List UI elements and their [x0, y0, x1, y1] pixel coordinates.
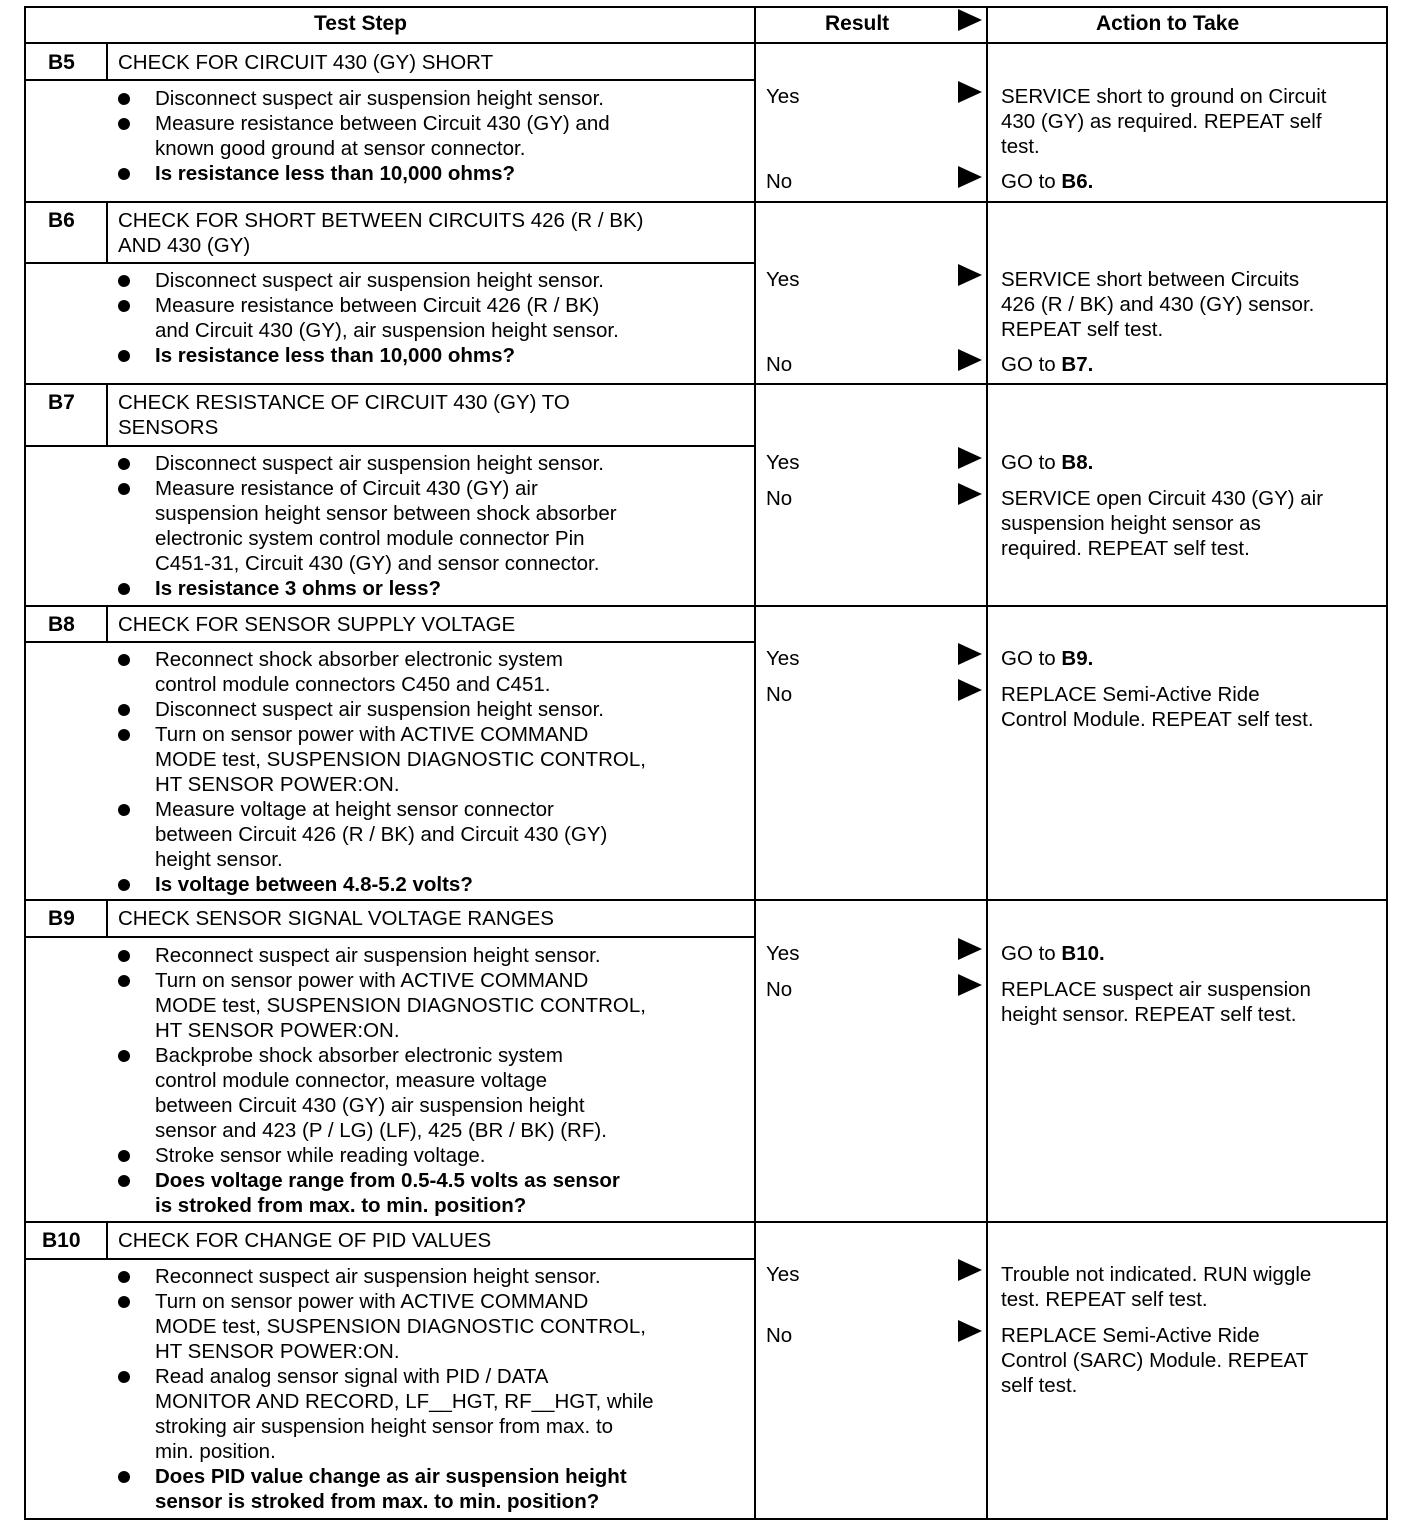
instruction-text: min. position. — [155, 1440, 276, 1463]
instruction-text: MODE test, SUSPENSION DIAGNOSTIC CONTROL, — [155, 748, 646, 771]
action-text: SERVICE short to ground on Circuit — [1001, 85, 1327, 108]
step-id: B5 — [48, 51, 75, 74]
section-divider — [24, 1221, 1388, 1223]
title-separator — [24, 262, 756, 264]
bullet-icon — [118, 1050, 130, 1062]
instruction-text: and Circuit 430 (GY), air suspension height sensor. — [155, 319, 619, 342]
result-arrow-icon — [958, 643, 982, 665]
result-no: No — [766, 170, 793, 193]
bullet-icon — [118, 458, 130, 470]
bullet-icon — [118, 483, 130, 495]
action-text: REPLACE Semi-Active Ride — [1001, 1324, 1260, 1347]
bullet-icon — [118, 350, 130, 362]
action-text: Control Module. REPEAT self test. — [1001, 708, 1314, 731]
action-text: REPEAT self test. — [1001, 318, 1164, 341]
result-arrow-icon — [958, 9, 982, 31]
instruction-text: Reconnect suspect air suspension height sensor. — [155, 1265, 601, 1288]
step-id: B6 — [48, 209, 75, 232]
question-text: Is resistance 3 ohms or less? — [155, 577, 441, 600]
instruction-text: HT SENSOR POWER:ON. — [155, 773, 400, 796]
title-separator — [24, 936, 756, 938]
result-arrow-icon — [958, 1259, 982, 1281]
title-separator — [24, 1258, 756, 1260]
bullet-icon — [118, 804, 130, 816]
result-arrow-icon — [958, 679, 982, 701]
bullet-icon — [118, 654, 130, 666]
bullet-icon — [118, 118, 130, 130]
step-id: B7 — [48, 391, 75, 414]
header-test-step: Test Step — [314, 12, 407, 35]
bullet-icon — [118, 275, 130, 287]
instruction-text: MODE test, SUSPENSION DIAGNOSTIC CONTROL, — [155, 994, 646, 1017]
result-yes: Yes — [766, 268, 800, 291]
step-reference: B9. — [1061, 647, 1094, 670]
instruction-text: Turn on sensor power with ACTIVE COMMAND — [155, 1290, 589, 1313]
instruction-text: stroking air suspension height sensor from max. to — [155, 1415, 614, 1438]
bullet-icon — [118, 1150, 130, 1162]
bullet-icon — [118, 1296, 130, 1308]
step-id-divider — [106, 1221, 108, 1260]
question-text: Is resistance less than 10,000 ohms? — [155, 162, 516, 185]
instruction-text: MONITOR AND RECORD, LF__HGT, RF__HGT, while — [155, 1390, 654, 1413]
action-text: REPLACE Semi-Active Ride — [1001, 683, 1260, 706]
instruction-text: suspension height sensor between shock absorber — [155, 502, 617, 525]
result-arrow-icon — [958, 264, 982, 286]
step-id: B10 — [42, 1229, 81, 1252]
action-text: GO to B6. — [1001, 170, 1094, 193]
result-yes: Yes — [766, 85, 800, 108]
step-id-divider — [106, 899, 108, 938]
bullet-icon — [118, 879, 130, 891]
result-arrow-icon — [958, 81, 982, 103]
instruction-text: Backprobe shock absorber electronic system — [155, 1044, 563, 1067]
instruction-text: Measure resistance of Circuit 430 (GY) air — [155, 477, 538, 500]
instruction-text: height sensor. — [155, 848, 283, 871]
table-bottom-border — [24, 1518, 1388, 1520]
step-id-divider — [106, 201, 108, 264]
step-id-divider — [106, 43, 108, 81]
step-reference: B7. — [1061, 353, 1094, 376]
instruction-text: Turn on sensor power with ACTIVE COMMAND — [155, 969, 589, 992]
title-separator — [24, 79, 756, 81]
question-text: is stroked from max. to min. position? — [155, 1194, 527, 1217]
table-left-border — [24, 6, 26, 1520]
action-text: GO to B7. — [1001, 353, 1094, 376]
step-reference: B6. — [1061, 170, 1094, 193]
instruction-text: C451-31, Circuit 430 (GY) and sensor connector. — [155, 552, 600, 575]
bullet-icon — [118, 168, 130, 180]
result-yes: Yes — [766, 647, 800, 670]
step-title: CHECK FOR SENSOR SUPPLY VOLTAGE — [118, 613, 516, 636]
instruction-text: Reconnect shock absorber electronic system — [155, 648, 563, 671]
action-text: REPLACE suspect air suspension — [1001, 978, 1311, 1001]
bullet-icon — [118, 1175, 130, 1187]
instruction-text: Disconnect suspect air suspension height sensor. — [155, 269, 604, 292]
table-top-border — [24, 6, 1388, 8]
action-text: GO to B8. — [1001, 451, 1094, 474]
action-text: suspension height sensor as — [1001, 512, 1261, 535]
result-arrow-icon — [958, 974, 982, 996]
action-text: test. REPEAT self test. — [1001, 1288, 1208, 1311]
bullet-icon — [118, 93, 130, 105]
bullet-icon — [118, 583, 130, 595]
result-arrow-icon — [958, 447, 982, 469]
result-no: No — [766, 487, 793, 510]
result-yes: Yes — [766, 1263, 800, 1286]
instruction-text: Measure voltage at height sensor connector — [155, 798, 554, 821]
instruction-text: Disconnect suspect air suspension height sensor. — [155, 698, 604, 721]
bullet-icon — [118, 975, 130, 987]
section-divider — [24, 605, 1388, 607]
action-text: 430 (GY) as required. REPEAT self — [1001, 110, 1322, 133]
instruction-text: sensor and 423 (P / LG) (LF), 425 (BR / BK) (RF). — [155, 1119, 607, 1142]
action-column-line — [986, 6, 988, 1520]
result-arrow-icon — [958, 349, 982, 371]
step-title: SENSORS — [118, 416, 219, 439]
title-separator — [24, 641, 756, 643]
action-text: SERVICE open Circuit 430 (GY) air — [1001, 487, 1324, 510]
instruction-text: control module connector, measure voltage — [155, 1069, 548, 1092]
bullet-icon — [118, 704, 130, 716]
bullet-icon — [118, 950, 130, 962]
title-separator — [24, 445, 756, 447]
header-action: Action to Take — [1096, 12, 1240, 35]
bullet-icon — [118, 300, 130, 312]
instruction-text: Measure resistance between Circuit 430 (GY) and — [155, 112, 610, 135]
instruction-text: Stroke sensor while reading voltage. — [155, 1144, 486, 1167]
result-no: No — [766, 978, 793, 1001]
action-text: GO to B9. — [1001, 647, 1094, 670]
instruction-text: Measure resistance between Circuit 426 (R / BK) — [155, 294, 600, 317]
step-reference: B8. — [1061, 451, 1094, 474]
action-text: height sensor. REPEAT self test. — [1001, 1003, 1297, 1026]
result-no: No — [766, 1324, 793, 1347]
header-bottom-border — [24, 42, 1388, 44]
instruction-text: HT SENSOR POWER:ON. — [155, 1019, 400, 1042]
result-yes: Yes — [766, 451, 800, 474]
result-arrow-icon — [958, 938, 982, 960]
action-text: 426 (R / BK) and 430 (GY) sensor. — [1001, 293, 1315, 316]
question-text: Is resistance less than 10,000 ohms? — [155, 344, 516, 367]
instruction-text: Read analog sensor signal with PID / DATA — [155, 1365, 549, 1388]
step-title: CHECK SENSOR SIGNAL VOLTAGE RANGES — [118, 907, 554, 930]
action-text: Trouble not indicated. RUN wiggle — [1001, 1263, 1312, 1286]
result-no: No — [766, 683, 793, 706]
action-text: SERVICE short between Circuits — [1001, 268, 1300, 291]
table-right-border — [1386, 6, 1388, 1520]
result-arrow-icon — [958, 483, 982, 505]
action-text: test. — [1001, 135, 1040, 158]
instruction-text: Reconnect suspect air suspension height sensor. — [155, 944, 601, 967]
action-text: Control (SARC) Module. REPEAT — [1001, 1349, 1309, 1372]
bullet-icon — [118, 729, 130, 741]
instruction-text: between Circuit 430 (GY) air suspension height — [155, 1094, 585, 1117]
bullet-icon — [118, 1471, 130, 1483]
header-result: Result — [825, 12, 890, 35]
result-arrow-icon — [958, 1320, 982, 1342]
result-yes: Yes — [766, 942, 800, 965]
result-arrow-icon — [958, 166, 982, 188]
action-text: self test. — [1001, 1374, 1078, 1397]
bullet-icon — [118, 1271, 130, 1283]
instruction-text: between Circuit 426 (R / BK) and Circuit 430 (GY) — [155, 823, 608, 846]
step-title: CHECK RESISTANCE OF CIRCUIT 430 (GY) TO — [118, 391, 570, 414]
question-text: Does PID value change as air suspension height — [155, 1465, 627, 1488]
instruction-text: MODE test, SUSPENSION DIAGNOSTIC CONTROL, — [155, 1315, 646, 1338]
question-text: Is voltage between 4.8-5.2 volts? — [155, 873, 473, 896]
instruction-text: Disconnect suspect air suspension height sensor. — [155, 87, 604, 110]
question-text: Does voltage range from 0.5-4.5 volts as sensor — [155, 1169, 620, 1192]
action-text: required. REPEAT self test. — [1001, 537, 1250, 560]
instruction-text: electronic system control module connector Pin — [155, 527, 585, 550]
step-title: CHECK FOR CIRCUIT 430 (GY) SHORT — [118, 51, 494, 74]
step-id-divider — [106, 383, 108, 447]
result-column-line — [754, 6, 756, 1520]
instruction-text: known good ground at sensor connector. — [155, 137, 526, 160]
question-text: sensor is stroked from max. to min. position? — [155, 1490, 600, 1513]
step-id-divider — [106, 605, 108, 643]
instruction-text: control module connectors C450 and C451. — [155, 673, 551, 696]
step-id: B9 — [48, 907, 75, 930]
bullet-icon — [118, 1371, 130, 1383]
step-title: CHECK FOR CHANGE OF PID VALUES — [118, 1229, 492, 1252]
instruction-text: HT SENSOR POWER:ON. — [155, 1340, 400, 1363]
action-text: GO to B10. — [1001, 942, 1105, 965]
step-title: CHECK FOR SHORT BETWEEN CIRCUITS 426 (R / BK) — [118, 209, 644, 232]
step-reference: B10. — [1061, 942, 1105, 965]
instruction-text: Disconnect suspect air suspension height sensor. — [155, 452, 604, 475]
section-divider — [24, 201, 1388, 203]
step-title: AND 430 (GY) — [118, 234, 251, 257]
result-no: No — [766, 353, 793, 376]
step-id: B8 — [48, 613, 75, 636]
section-divider — [24, 899, 1388, 901]
section-divider — [24, 383, 1388, 385]
instruction-text: Turn on sensor power with ACTIVE COMMAND — [155, 723, 589, 746]
